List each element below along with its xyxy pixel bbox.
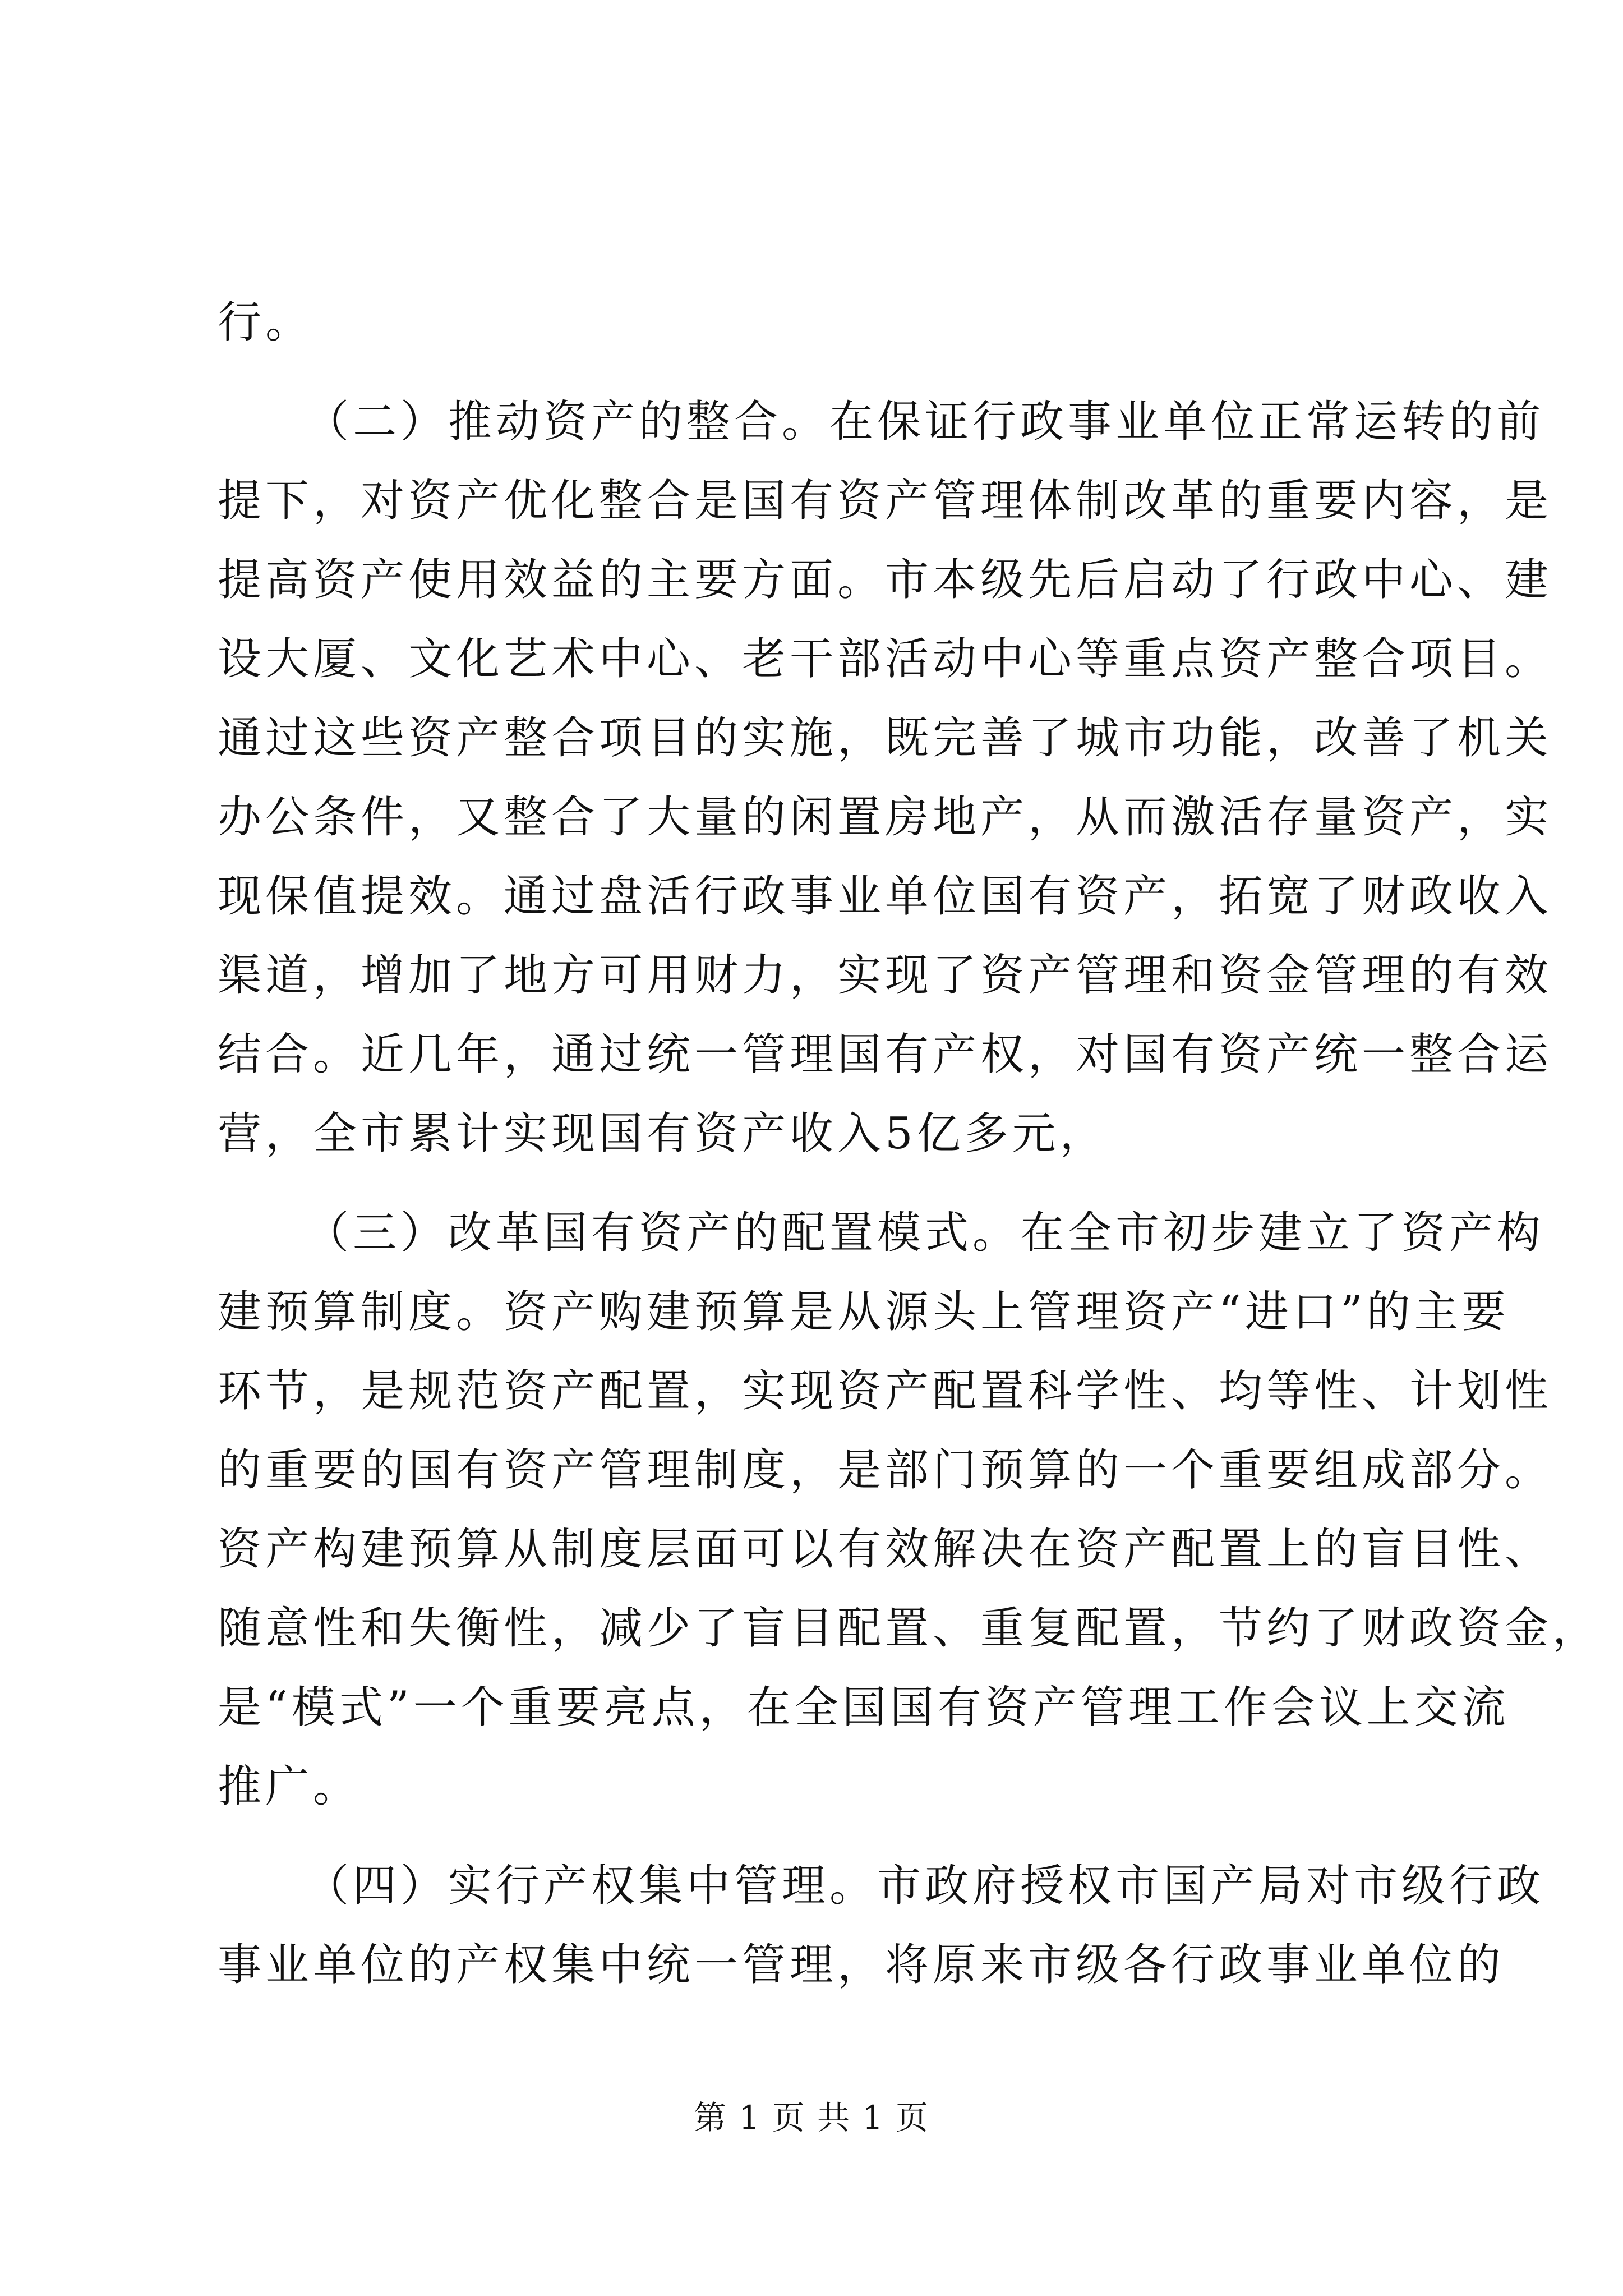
text-line: 营，全市累计实现国有资产收入5亿多元， <box>218 1108 1108 1159</box>
text-line: 推广。 <box>218 1761 361 1812</box>
text-line: 资产构建预算从制度层面可以有效解决在资产配置上的盲目性、 <box>218 1524 1553 1575</box>
text-line: 的重要的国有资产管理制度，是部门预算的一个重要组成部分。 <box>218 1445 1553 1496</box>
text-line: 建预算制度。资产购建预算是从源头上管理资产“进口”的主要 <box>218 1287 1510 1337</box>
text-line: 是“模式”一个重要亮点，在全国国有资产管理工作会议上交流 <box>218 1682 1510 1733</box>
text-line: 通过这些资产整合项目的实施，既完善了城市功能，改善了机关 <box>218 713 1553 763</box>
text-line: 设大厦、文化艺术中心、老干部活动中心等重点资产整合项目。 <box>218 634 1553 684</box>
text-line: 办公条件，又整合了大量的闲置房地产，从而激活存量资产，实 <box>218 792 1553 843</box>
text-line: 渠道，增加了地方可用财力，实现了资产管理和资金管理的有效 <box>218 950 1553 1001</box>
page-number-footer: 第 1 页 共 1 页 <box>694 2099 929 2137</box>
text-line: 提下，对资产优化整合是国有资产管理体制改革的重要内容，是 <box>218 476 1553 526</box>
paragraph-heading-2-line: （二）推动资产的整合。在保证行政事业单位正常运转的前 <box>305 397 1545 447</box>
paragraph-heading-3-line: （三）改革国有资产的配置模式。在全市初步建立了资产构 <box>305 1208 1545 1258</box>
text-line: 行。 <box>218 297 313 348</box>
text-line: 随意性和失衡性，减少了盲目配置、重复配置，节约了财政资金， <box>218 1603 1601 1654</box>
text-line: 现保值提效。通过盘活行政事业单位国有资产，拓宽了财政收入 <box>218 871 1553 922</box>
text-line: 提高资产使用效益的主要方面。市本级先后启动了行政中心、建 <box>218 555 1553 605</box>
text-line: 结合。近几年，通过统一管理国有产权，对国有资产统一整合运 <box>218 1029 1553 1080</box>
text-line: 事业单位的产权集中统一管理，将原来市级各行政事业单位的 <box>218 1940 1505 1990</box>
text-line: 环节，是规范资产配置，实现资产配置科学性、均等性、计划性 <box>218 1366 1553 1416</box>
paragraph-heading-4-line: （四）实行产权集中管理。市政府授权市国产局对市级行政 <box>305 1861 1545 1911</box>
